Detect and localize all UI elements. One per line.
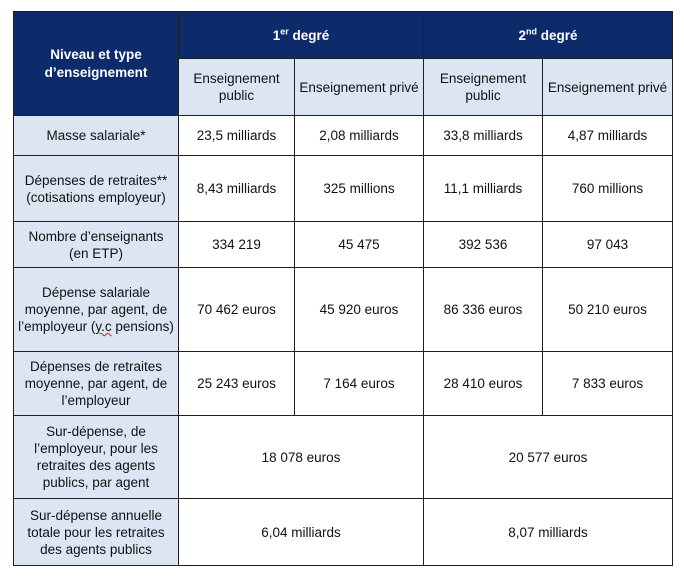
table-cell: 325 millions bbox=[295, 156, 424, 222]
data-table bbox=[13, 11, 673, 566]
table-container bbox=[13, 11, 673, 566]
table-cell: 45 920 euros bbox=[295, 268, 424, 352]
table-row bbox=[14, 116, 673, 156]
table-cell: 2,08 milliards bbox=[295, 116, 424, 156]
table-cell: 33,8 milliards bbox=[424, 116, 543, 156]
table-cell: 8,43 milliards bbox=[179, 156, 295, 222]
table-cell: 11,1 milliards bbox=[424, 156, 543, 222]
table-cell: 23,5 milliards bbox=[179, 116, 295, 156]
subheader-public-1: Enseignement public bbox=[179, 59, 295, 116]
table-cell: 86 336 euros bbox=[424, 268, 543, 352]
table-row bbox=[14, 222, 673, 268]
table-row bbox=[14, 352, 673, 416]
table-cell: 70 462 euros bbox=[179, 268, 295, 352]
row-label: Dépenses de retraites** (cotisations employeur) bbox=[14, 156, 179, 222]
row-label: Masse salariale* bbox=[14, 116, 179, 156]
table-cell: 25 243 euros bbox=[179, 352, 295, 416]
table-cell: 392 536 bbox=[424, 222, 543, 268]
merged-cell: 18 078 euros bbox=[179, 416, 424, 499]
table-cell: 334 219 bbox=[179, 222, 295, 268]
degree-2-header: 2nd degré bbox=[424, 12, 673, 59]
subheader-prive-2: Enseignement privé bbox=[543, 59, 673, 116]
table-cell: 4,87 milliards bbox=[543, 116, 673, 156]
row-label: Sur-dépense annuelle totale pour les retraites des agents publics bbox=[14, 499, 179, 566]
corner-header: Niveau et type d’enseignement bbox=[14, 12, 179, 116]
merged-cell: 8,07 milliards bbox=[424, 499, 673, 566]
header-row-degrees bbox=[14, 12, 673, 59]
table-row bbox=[14, 499, 673, 566]
subheader-prive-1: Enseignement privé bbox=[295, 59, 424, 116]
table-row bbox=[14, 156, 673, 222]
row-label: Sur-dépense, de l’employeur, pour les retraites des agents publics, par agent bbox=[14, 416, 179, 499]
table-cell: 7 833 euros bbox=[543, 352, 673, 416]
row-label: Dépenses de retraites moyenne, par agent, de l’employeur bbox=[14, 352, 179, 416]
row-label: Dépense salariale moyenne, par agent, de l’employeur (y.c pensions) bbox=[14, 268, 179, 352]
merged-cell: 6,04 milliards bbox=[179, 499, 424, 566]
table-cell: 28 410 euros bbox=[424, 352, 543, 416]
table-cell: 45 475 bbox=[295, 222, 424, 268]
table-cell: 97 043 bbox=[543, 222, 673, 268]
subheader-public-2: Enseignement public bbox=[424, 59, 543, 116]
row-label: Nombre d’enseignants (en ETP) bbox=[14, 222, 179, 268]
table-row bbox=[14, 268, 673, 352]
degree-1-header: 1er degré bbox=[179, 12, 424, 59]
merged-cell: 20 577 euros bbox=[424, 416, 673, 499]
table-cell: 760 millions bbox=[543, 156, 673, 222]
table-row bbox=[14, 416, 673, 499]
table-cell: 7 164 euros bbox=[295, 352, 424, 416]
table-cell: 50 210 euros bbox=[543, 268, 673, 352]
